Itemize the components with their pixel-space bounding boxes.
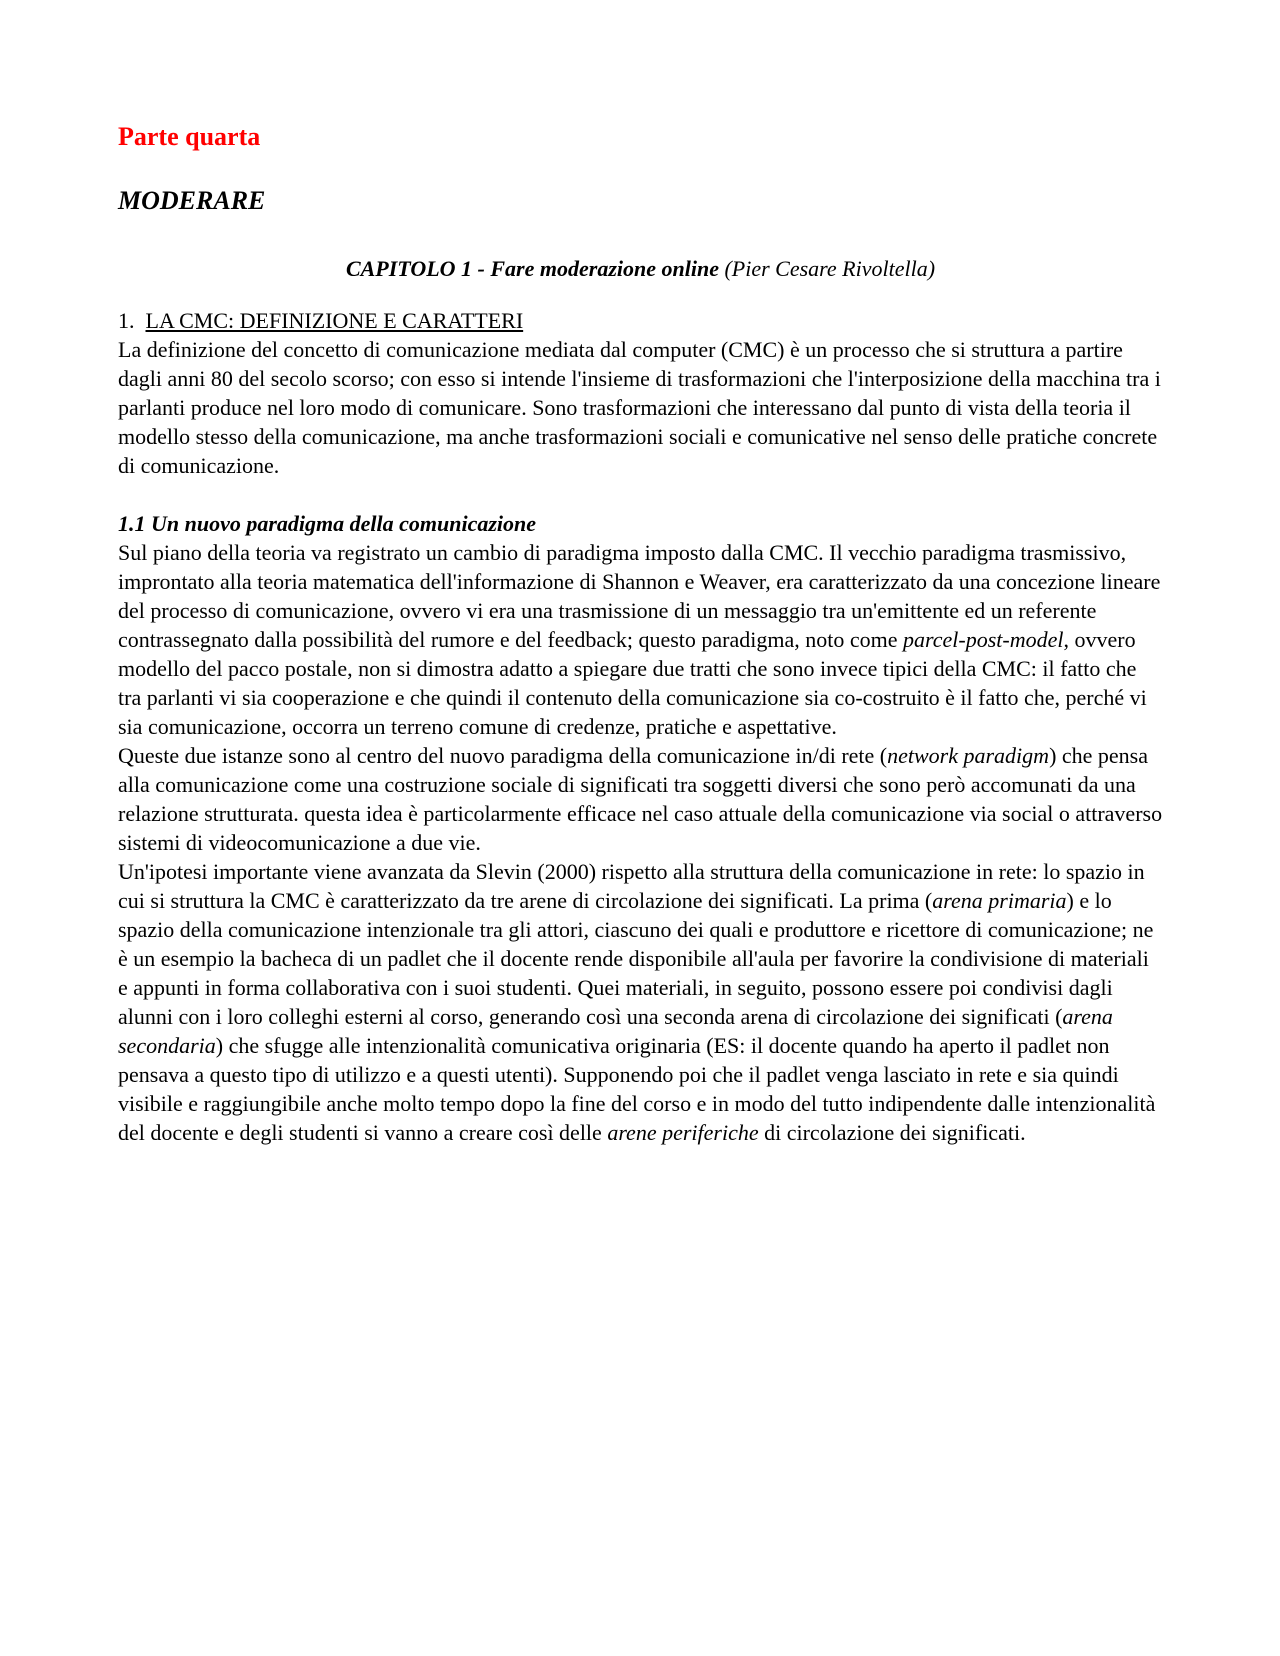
- paragraph-2-emphasis: network paradigm: [887, 743, 1050, 768]
- paragraph-3-text-a: Un'ipotesi importante viene avanzata da Slevin (2000) rispetto alla struttura della comunicazione in rete: lo spazio in cui si struttura la CMC è caratterizzato da tre arene di circolazione dei significati. La prima (: [118, 859, 1145, 913]
- paragraph-2-text-b: ) che pensa alla comunicazione come una costruzione sociale di significati tra soggetti diversi che sono però accomunati da una relazione strutturata. questa idea è particolarmente efficace nel caso attuale della comunicazione via social o attraverso sistemi di videocomunicazione a due vie.: [118, 743, 1163, 855]
- section-title: LA CMC: DEFINIZIONE E CARATTERI: [145, 308, 524, 333]
- paragraph-3-emphasis-3: arene periferiche: [607, 1120, 759, 1145]
- paragraph-3-emphasis-2: arena secondaria: [118, 1004, 1113, 1058]
- paragraph-1-text-b: , ovvero modello del pacco postale, non si dimostra adatto a spiegare due tratti che sono invece tipici della CMC: il fatto che tra parlanti vi sia cooperazione e che quindi il contenuto della comunicazione sia co-costruito è il fatto che, perché vi sia comunicazione, occorra un terreno comune di credenze, pratiche e aspettative.: [118, 627, 1147, 739]
- subsection-heading: 1.1 Un nuovo paradigma della comunicazione: [118, 511, 537, 536]
- document-page: [118, 110, 1163, 1147]
- chapter-author: (Pier Cesare Rivoltella): [724, 256, 936, 281]
- section-heading: [118, 306, 1163, 335]
- paragraph-3-text-b: ) e lo spazio della comunicazione intenzionale tra gli attori, ciascuno dei quali e produttore e ricettore di comunicazione; ne è un esempio la bacheca di un padlet che il docente rende disponibile all'aula per favorire la condivisione di materiali e appunti in forma collaborativa con i suoi studenti. Quei materiali, in seguito, possono essere poi condivisi dagli alunni con i loro colleghi esterni al corso, generando così una seconda arena di circolazione dei significati (: [118, 888, 1154, 1029]
- paragraph-3: [118, 857, 1163, 1147]
- paragraph-1: [118, 538, 1163, 741]
- paragraph-3-emphasis-1: arena primaria: [932, 888, 1067, 913]
- paragraph-1-text-a: Sul piano della teoria va registrato un cambio di paradigma imposto dalla CMC. Il vecchio paradigma trasmissivo, improntato alla teoria matematica dell'informazione di Shannon e Weaver, era caratterizzato da una concezione lineare del processo di comunicazione, ovvero vi era una trasmissione di un messaggio tra un'emittente ed un referente contrassegnato dalla possibilità del rumore e del feedback; questo paradigma, noto come: [118, 540, 1161, 652]
- book-title: MODERARE: [118, 186, 266, 215]
- paragraph-1-emphasis: parcel-post-model: [903, 627, 1064, 652]
- paragraph-3-text-c: ) che sfugge alle intenzionalità comunicativa originaria (ES: il docente quando ha aperto il padlet non pensava a questo tipo di utilizzo e a questi utenti). Supponendo poi che il padlet venga lasciato in rete e sia quindi visibile e raggiungibile anche molto tempo dopo la fine del corso e in modo del tutto indipendente dalle intenzionalità del docente e degli studenti si vanno a creare così delle: [118, 1033, 1156, 1145]
- part-title: Parte quarta: [118, 122, 261, 151]
- chapter-title: [118, 254, 1163, 284]
- paragraph-3-text-d: di circolazione dei significati.: [758, 1120, 1026, 1145]
- section-paragraph: La definizione del concetto di comunicazione mediata dal computer (CMC) è un processo che si struttura a partire dagli anni 80 del secolo scorso; con esso si intende l'insieme di trasformazioni che l'interposizione della macchina tra i parlanti produce nel loro modo di comunicare. Sono trasformazioni che interessano dal punto di vista della teoria il modello stesso della comunicazione, ma anche trasformazioni sociali e comunicative nel senso delle pratiche concrete di comunicazione.: [118, 337, 1161, 478]
- chapter-label: CAPITOLO 1 - Fare moderazione online: [345, 256, 719, 281]
- section-number: 1.: [118, 308, 135, 333]
- paragraph-2: [118, 741, 1163, 857]
- paragraph-2-text-a: Queste due istanze sono al centro del nuovo paradigma della comunicazione in/di rete (: [118, 743, 888, 768]
